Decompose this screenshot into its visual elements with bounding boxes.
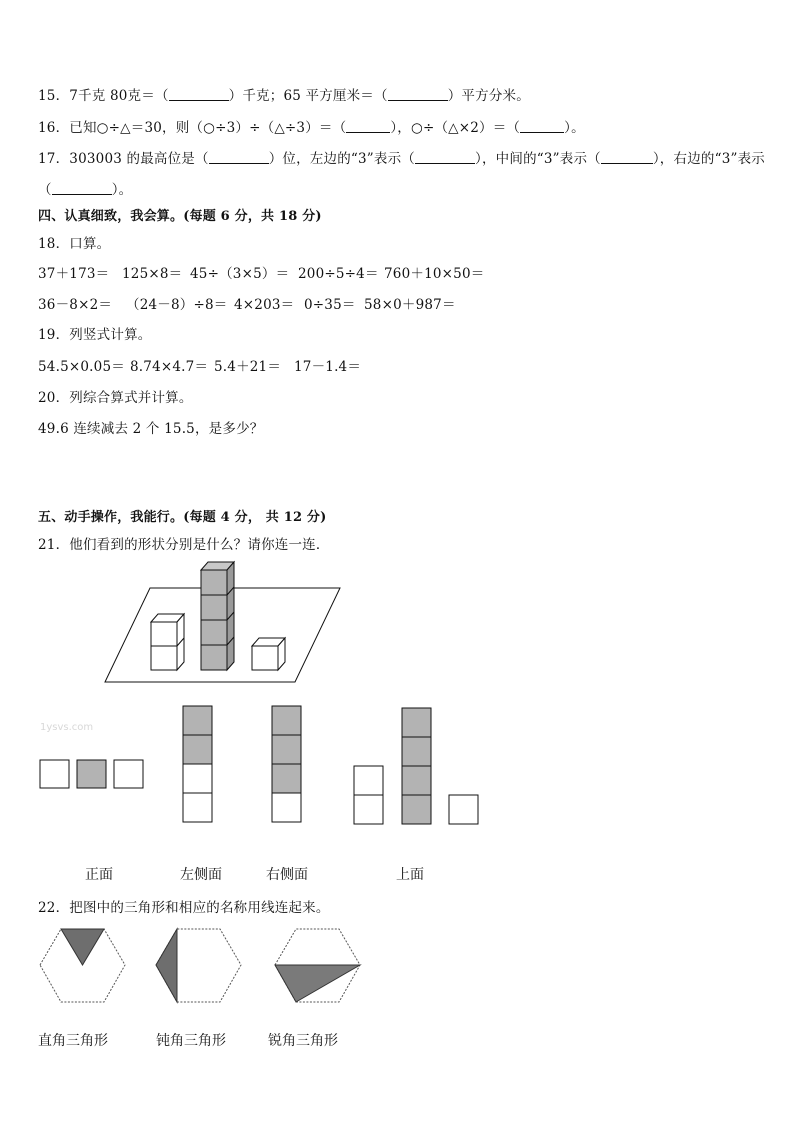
question-text: 303003 的最高位是（ (69, 151, 209, 167)
question-18-row2 (38, 293, 456, 313)
question-text: ）。 (564, 120, 585, 136)
question-19-title: 19．列竖式计算。 (38, 327, 152, 343)
view-option-c (272, 706, 301, 822)
triangle-in-hexagon-2 (156, 929, 177, 1002)
triangle-in-hexagon-3 (275, 965, 360, 1002)
hexagon-triangles-figure (38, 926, 368, 1008)
calc-item: 17－1.4＝ (294, 359, 362, 375)
question-text: ），右边的“3”表示 (652, 151, 766, 167)
question-17-line2 (38, 178, 132, 198)
question-20-text: 49.6 连续减去 2 个 15.5，是多少？ (38, 421, 264, 437)
question-19-row (38, 355, 361, 375)
block-scene-figure (100, 558, 360, 688)
question-number: 17． (38, 151, 70, 167)
question-20-title: 20．列综合算式并计算。 (38, 390, 193, 406)
left-stack (151, 614, 184, 670)
watermark: 1ysvs.com (40, 722, 94, 733)
answer-blank[interactable] (388, 88, 448, 101)
calc-item: 37＋173＝ (38, 266, 110, 282)
question-text: 已知○÷△＝30，则（○÷3）÷（△÷3）＝（ (69, 120, 347, 136)
question-text: ）。 (111, 182, 133, 198)
view-option-d (354, 708, 478, 824)
question-text: （ (38, 182, 52, 198)
question-text: ），○÷（△×2）＝（ (390, 120, 521, 136)
question-text: ）千克；65 平方厘米＝（ (228, 88, 388, 104)
calc-item: 5.4＋21＝ (214, 359, 282, 375)
answer-blank[interactable] (169, 88, 229, 101)
label-right-view: 右侧面 (266, 867, 308, 883)
calc-item: 45÷（3×5）＝ (190, 266, 290, 282)
answer-blank[interactable] (209, 151, 269, 164)
calc-item: 760＋10×50＝ (384, 266, 485, 282)
calc-item: 0÷35＝ (304, 297, 356, 313)
question-text: ）平方分米。 (447, 88, 530, 104)
question-text: ）位，左边的“3”表示（ (268, 151, 416, 167)
section-5-heading: 五、动手操作，我能行。(每题 4 分， 共 12 分) (38, 510, 327, 525)
question-text: 7千克 80克＝（ (69, 88, 169, 104)
view-option-a (40, 760, 143, 788)
question-22-title: 22．把图中的三角形和相应的名称用线连起来。 (38, 900, 330, 916)
question-17 (38, 147, 765, 167)
right-cube (252, 638, 285, 670)
calc-item: 4×203＝ (234, 297, 295, 313)
answer-blank[interactable] (415, 151, 475, 164)
answer-blank[interactable] (52, 182, 112, 195)
answer-blank[interactable] (346, 120, 390, 133)
triangle-in-hexagon-1 (61, 929, 104, 965)
question-number: 15． (38, 88, 70, 104)
question-text: ），中间的“3”表示（ (475, 151, 601, 167)
label-acute-triangle: 锐角三角形 (268, 1033, 338, 1049)
answer-blank[interactable] (520, 120, 564, 133)
calc-item: 54.5×0.05＝ (38, 359, 125, 375)
question-15 (38, 84, 530, 104)
question-18-title: 18．口算。 (38, 236, 111, 252)
view-option-b (183, 706, 212, 822)
question-number: 16． (38, 120, 70, 136)
calc-item: 125×8＝ (122, 266, 183, 282)
view-options-figure (38, 704, 488, 834)
label-front-view: 正面 (85, 867, 113, 883)
calc-item: 8.74×4.7＝ (130, 359, 209, 375)
calc-item: （24－8）÷8＝ (126, 297, 228, 313)
question-18-row1 (38, 262, 484, 282)
calc-item: 200÷5÷4＝ (298, 266, 379, 282)
label-left-view: 左侧面 (180, 867, 222, 883)
section-4-heading: 四、认真细致，我会算。(每题 6 分，共 18 分) (38, 209, 322, 224)
answer-blank[interactable] (601, 151, 653, 164)
calc-item: 36－8×2＝ (38, 297, 113, 313)
question-21-title: 21．他们看到的形状分别是什么？请你连一连． (38, 537, 330, 553)
label-right-triangle: 直角三角形 (38, 1033, 108, 1049)
tall-stack (201, 562, 234, 670)
label-top-view: 上面 (396, 867, 424, 883)
calc-item: 58×0＋987＝ (364, 297, 456, 313)
label-obtuse-triangle: 钝角三角形 (156, 1033, 226, 1049)
question-16 (38, 116, 585, 136)
